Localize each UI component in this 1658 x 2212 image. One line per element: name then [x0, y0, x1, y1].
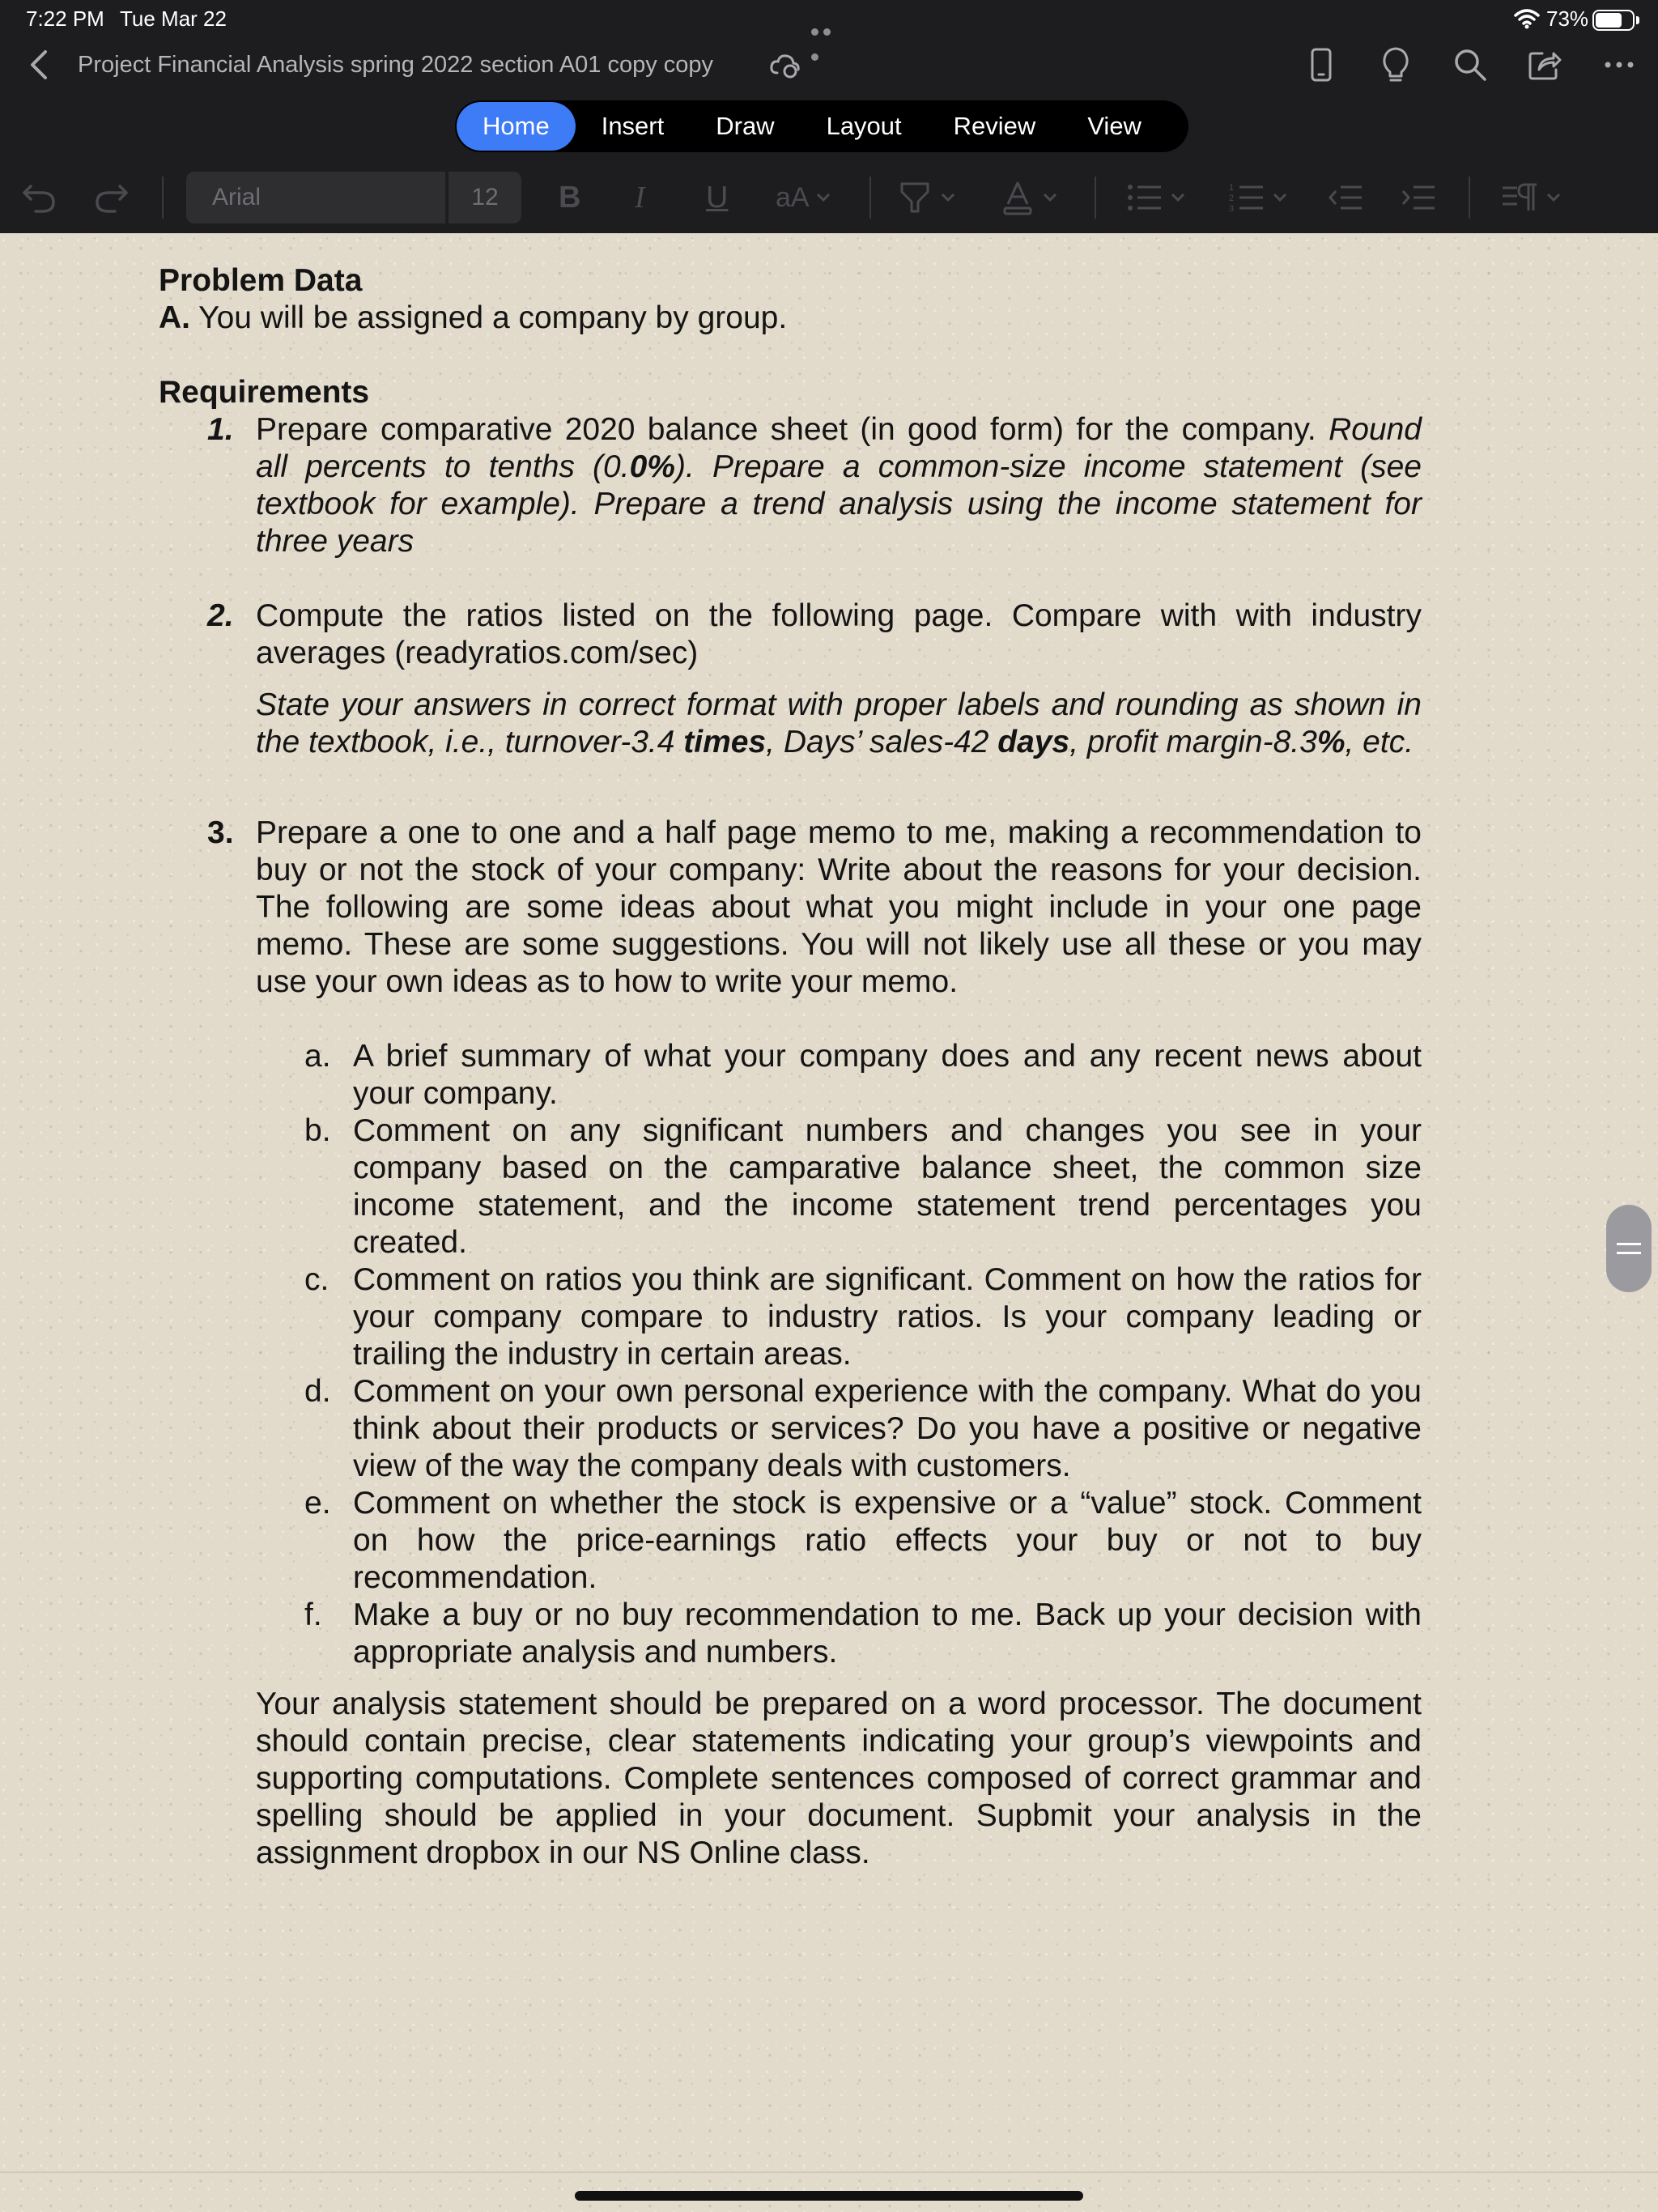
- tab-insert[interactable]: Insert: [601, 112, 665, 140]
- document-body[interactable]: [159, 262, 1422, 1872]
- battery-icon: [1592, 10, 1635, 31]
- requirement-1-italic: Round all percents to tenths (0.: [256, 412, 1422, 484]
- requirement-3: [159, 815, 1422, 1001]
- paragraph-format-button[interactable]: [1501, 177, 1561, 219]
- font-size-field[interactable]: 12: [449, 172, 521, 223]
- toolbar-separator: [162, 177, 164, 219]
- redo-icon[interactable]: [94, 177, 130, 219]
- chevron-down-icon: [816, 193, 831, 202]
- tab-home[interactable]: Home: [457, 102, 576, 151]
- highlight-button[interactable]: [899, 177, 955, 219]
- bullets-button[interactable]: [1127, 177, 1185, 219]
- title-bar: [0, 39, 1658, 92]
- memo-suggestions-list: [159, 1038, 1422, 1671]
- list-item: c. Comment on ratios you think are significant. Comment on how the ratios for your company compare to industry ratios. Is your company leading or trailing the industry in certain areas.: [304, 1262, 1422, 1372]
- font-size-glyph: aA: [776, 181, 810, 213]
- requirement-3-text: Prepare a one to one and a half page memo to me, making a recommendation to buy or not the stock of your company: Write about the reasons for your decision. The following are some ideas about what you might include in your one page memo. These are some suggestions. You will not likely use all these or you may use your own ideas as to how to write your memo.: [256, 815, 1422, 999]
- decrease-indent-button[interactable]: [1328, 177, 1363, 219]
- heading-problem-data: Problem Data: [159, 263, 363, 298]
- chevron-down-icon: [1273, 193, 1287, 202]
- closing-paragraph: Your analysis statement should be prepared on a word processor. The document should contain precise, clear statements indicating your group’s viewpoints and supporting computations. Complete sentences composed of correct grammar and spelling should be applied in your document. Supbmit your analysis in the assignment dropbox in our NS Online class.: [256, 1687, 1422, 1870]
- requirement-number: 2.: [207, 598, 234, 633]
- font-color-button[interactable]: [1002, 177, 1057, 219]
- problem-data-item-a: [159, 300, 1422, 337]
- cloud-sync-icon[interactable]: [769, 52, 801, 79]
- battery-percentage: 73%: [1546, 6, 1589, 31]
- status-bar: [0, 0, 1658, 39]
- requirement-number: 3.: [207, 815, 234, 850]
- heading-requirements: Requirements: [159, 375, 370, 410]
- search-icon[interactable]: [1449, 44, 1491, 86]
- requirement-2-note: State your answers in correct format with proper labels and rounding as shown in the textbook, i.e., turnover-3.4 times, Days’ sales-42 days, profit margin-8.3%, etc.: [256, 687, 1422, 759]
- svg-text:2: 2: [1229, 194, 1235, 203]
- chevron-down-icon: [1043, 193, 1057, 202]
- svg-text:1: 1: [1229, 183, 1235, 193]
- increase-indent-icon: [1401, 183, 1436, 212]
- requirement-2: [159, 598, 1422, 672]
- bullet-list-icon: [1127, 183, 1163, 212]
- list-item: d. Comment on your own personal experience with the company. What do you think about their products or services? Do you have a positive or negative view of the way the company deals with customers.: [304, 1374, 1422, 1483]
- toolbar-separator: [1095, 177, 1096, 219]
- status-time: 7:22 PM: [26, 6, 104, 31]
- more-icon[interactable]: [1598, 44, 1640, 86]
- share-icon[interactable]: [1524, 44, 1566, 86]
- list-item: f. Make a buy or no buy recommendation to me. Back up your decision with appropriate analysis and numbers.: [304, 1597, 1422, 1670]
- status-date: Tue Mar 22: [120, 6, 227, 31]
- toolbar-separator: [869, 177, 871, 219]
- lightbulb-icon[interactable]: [1375, 44, 1417, 86]
- bold-button[interactable]: B: [559, 180, 581, 215]
- page-boundary: [0, 2172, 1658, 2173]
- multitasking-dots-icon[interactable]: [811, 16, 847, 24]
- font-color-icon: [1002, 180, 1033, 215]
- list-item: b. Comment on any significant numbers and changes you see in your company based on the camparative balance sheet, the common size income statement, and the income statement trend percentages you created.: [304, 1113, 1422, 1260]
- document-canvas[interactable]: [0, 233, 1658, 2212]
- chevron-down-icon: [941, 193, 955, 202]
- list-item: a. A brief summary of what your company does and any recent news about your company.: [304, 1039, 1422, 1111]
- tab-layout[interactable]: Layout: [826, 112, 902, 140]
- document-title[interactable]: Project Financial Analysis spring 2022 section A01 copy copy: [78, 52, 714, 78]
- home-indicator[interactable]: [575, 2191, 1083, 2201]
- numbering-button[interactable]: [1229, 177, 1287, 219]
- font-name-field[interactable]: Arial: [186, 172, 445, 223]
- list-item: e. Comment on whether the stock is expensive or a “value” stock. Comment on how the price-earnings ratio effects your buy or not to buy recommendation.: [304, 1486, 1422, 1595]
- increase-indent-button[interactable]: [1401, 177, 1436, 219]
- ribbon-tabs: [455, 100, 1188, 152]
- wifi-icon: [1514, 8, 1540, 29]
- tab-review[interactable]: Review: [953, 112, 1036, 140]
- mobile-view-icon[interactable]: [1300, 44, 1342, 86]
- tab-draw[interactable]: Draw: [716, 112, 775, 140]
- requirement-1-text: Prepare comparative 2020 balance sheet (in good form) for the company.: [256, 412, 1329, 447]
- toolbar-separator: [1469, 177, 1470, 219]
- requirement-2-text: Compute the ratios listed on the following page. Compare with with industry averages (readyratios.com/sec): [256, 598, 1422, 670]
- decrease-indent-icon: [1328, 183, 1363, 212]
- requirement-number: 1.: [207, 412, 234, 447]
- numbered-list-icon: [1229, 181, 1265, 214]
- requirement-1-bold: 0%: [629, 449, 675, 484]
- item-a-text: You will be assigned a company by group.: [190, 300, 788, 335]
- scroll-handle[interactable]: [1606, 1205, 1652, 1292]
- paragraph-icon: [1501, 181, 1538, 214]
- underline-button[interactable]: U: [706, 180, 729, 215]
- font-size-menu-button[interactable]: [776, 177, 831, 219]
- requirement-1: [159, 411, 1422, 560]
- chevron-down-icon: [1546, 193, 1561, 202]
- undo-icon[interactable]: [21, 177, 57, 219]
- requirement-1-italic-2: ). Prepare a common-size income statement (see textbook for example). Prepare a trend analysis using the income statement for three years: [256, 449, 1422, 559]
- italic-button[interactable]: I: [635, 181, 645, 215]
- item-a-label: A.: [159, 300, 190, 335]
- highlighter-icon: [899, 181, 931, 215]
- battery-nub: [1636, 16, 1639, 24]
- back-icon[interactable]: [23, 47, 58, 83]
- svg-text:3: 3: [1229, 204, 1235, 214]
- chevron-down-icon: [1171, 193, 1185, 202]
- tab-view[interactable]: View: [1087, 112, 1141, 140]
